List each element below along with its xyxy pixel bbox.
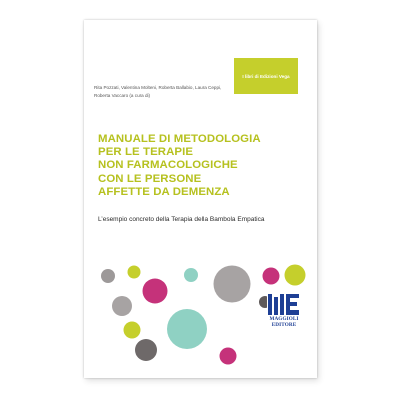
circle-magenta-right — [263, 268, 280, 285]
circle-magenta-left — [143, 279, 168, 304]
circle-green-medium — [124, 322, 141, 339]
title-line-1: MANUALE DI METODOLOGIA — [98, 133, 261, 145]
book-subtitle: L’esempio concreto della Terapia della Bambola Empatica — [98, 216, 265, 223]
publisher-logo — [267, 292, 301, 332]
circle-green-right — [285, 265, 306, 286]
authors-line-1: Rita Pozzati, Valentina Molteni, Roberta Ballabio, Laura Ceppi, — [94, 85, 222, 90]
circle-teal-small — [184, 268, 198, 282]
title-line-4: CON LE PERSONE — [98, 172, 202, 185]
title-line-3: NON FARMACOLOGICHE — [98, 159, 238, 172]
circle-teal-large — [167, 309, 207, 349]
circle-gray-large — [214, 266, 251, 303]
circle-gray-mid — [112, 296, 132, 316]
book-cover — [84, 20, 317, 378]
circle-magenta-bottom — [220, 348, 237, 365]
title-line-5: AFFETTE DA DEMENZA — [98, 185, 230, 198]
authors-line-2: Roberta Vaccaro (a cura di) — [94, 92, 151, 98]
circle-gray-small-left — [101, 269, 115, 283]
title-line-2: PER LE TERAPIE — [98, 146, 194, 159]
circle-dark-gray-bottom — [135, 339, 157, 361]
maggioli-logo-icon — [267, 292, 301, 316]
circle-green-small — [128, 266, 141, 279]
publisher-name: MAGGIOLI — [269, 316, 299, 322]
series-label: I libri di Edizioni Vega — [242, 73, 290, 79]
publisher-suffix: EDITORE — [271, 321, 297, 328]
